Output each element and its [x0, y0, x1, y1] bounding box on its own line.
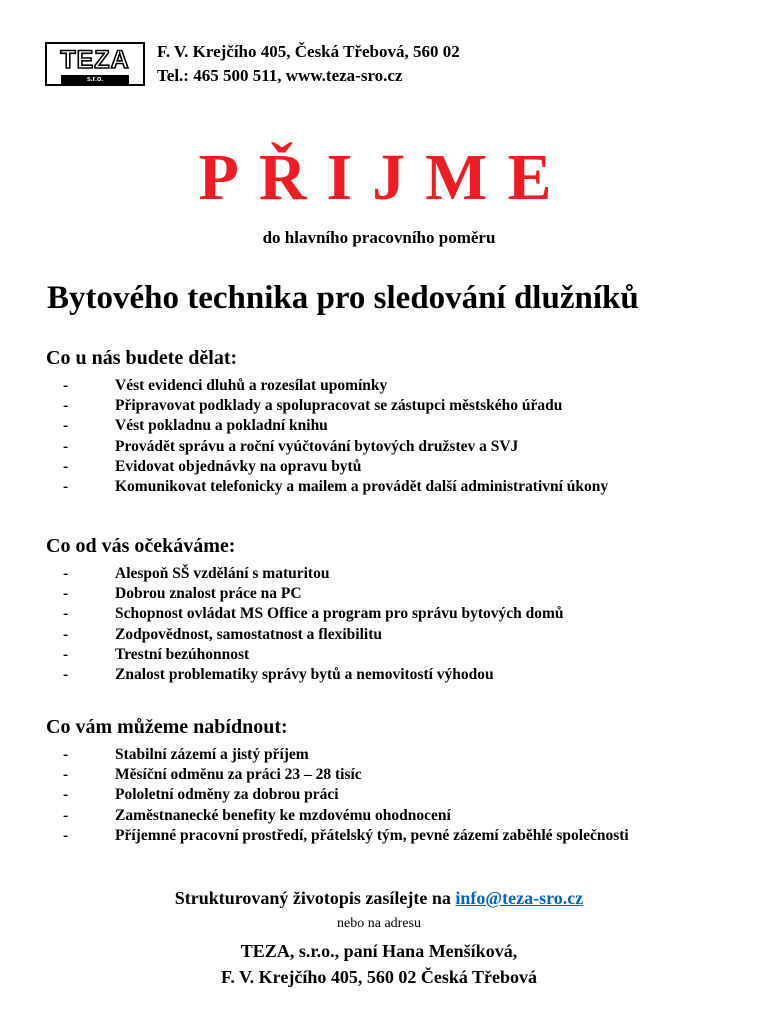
list-item	[46, 604, 564, 624]
cv-text: Strukturovaný životopis zasílejte na	[174, 888, 451, 908]
logo-subtext: s.r.o.	[61, 75, 129, 84]
company-contact	[157, 40, 460, 88]
position-title: Bytového technika pro sledování dlužníků	[47, 280, 639, 316]
list-item-text: Stabilní zázemí a jistý příjem	[115, 746, 309, 763]
list-item-text: Příjemné pracovní prostředí, přátelský tým, pevné zázemí zaběhlé společnosti	[115, 826, 629, 844]
list-item	[46, 437, 608, 457]
company-contact-person: TEZA, s.r.o., paní Hana Menšíková,	[240, 941, 518, 961]
section-duties	[46, 346, 608, 497]
list-item-text: Provádět správu a roční vyúčtování bytových družstev a SVJ	[115, 437, 519, 455]
or-address-text: nebo na adresu	[337, 916, 421, 931]
bullet-dash: -	[63, 786, 69, 804]
list-item	[46, 785, 629, 805]
footer	[0, 886, 758, 990]
duties-list	[46, 376, 608, 497]
bullet-dash: -	[63, 666, 69, 684]
list-item	[46, 665, 564, 685]
list-item	[46, 396, 608, 416]
requirements-list	[46, 564, 564, 685]
list-item-text: Dobrou znalost práce na PC	[115, 585, 302, 603]
list-item	[46, 457, 608, 477]
list-item-text: Alespoň SŠ vzdělání s maturitou	[115, 565, 330, 582]
bullet-dash: -	[63, 397, 69, 415]
company-address: F. V. Krejčího 405, Česká Třebová, 560 02	[157, 42, 460, 61]
bullet-dash: -	[63, 766, 69, 784]
headline: PŘIJME	[198, 141, 572, 214]
list-item-text: Znalost problematiky správy bytů a nemovitostí výhodou	[115, 666, 494, 684]
list-item	[46, 745, 629, 765]
list-item-text: Vést evidenci dluhů a rozesílat upomínky	[115, 377, 388, 394]
list-item-text: Schopnost ovládat MS Office a program pro správu bytových domů	[115, 605, 564, 623]
offer-list	[46, 745, 629, 846]
bullet-dash: -	[63, 417, 69, 435]
list-item	[46, 584, 564, 604]
list-item	[46, 564, 564, 584]
bullet-dash: -	[63, 478, 69, 496]
bullet-dash: -	[63, 457, 69, 475]
bullet-dash: -	[63, 625, 69, 643]
list-item	[46, 826, 629, 846]
list-item	[46, 806, 629, 826]
teza-logo	[45, 42, 145, 86]
section-requirements	[46, 534, 564, 685]
email-link[interactable]: info@teza-sro.cz	[455, 888, 584, 908]
list-item-text: Pololetní odměny za dobrou práci	[115, 786, 339, 804]
list-item-text: Zaměstnanecké benefity ke mzdovému ohodnocení	[115, 806, 451, 824]
list-item	[46, 477, 608, 497]
cv-instruction	[0, 886, 758, 910]
company-phone-web: Tel.: 465 500 511, www.teza-sro.cz	[157, 66, 403, 85]
list-item-text: Komunikovat telefonicky a mailem a provádět další administrativní úkony	[115, 478, 609, 496]
list-item	[46, 416, 608, 436]
logo-text: TEZA	[60, 46, 130, 74]
subheadline: do hlavního pracovního poměru	[262, 228, 496, 247]
list-item-text: Zodpovědnost, samostatnost a flexibilitu	[115, 625, 382, 643]
section-title: Co u nás budete dělat:	[46, 347, 238, 369]
list-item	[46, 645, 564, 665]
list-item	[46, 765, 629, 785]
list-item	[46, 376, 608, 396]
list-item-text: Evidovat objednávky na opravu bytů	[115, 457, 362, 475]
list-item-text: Měsíční odměnu za práci 23 – 28 tisíc	[115, 766, 362, 784]
section-title: Co od vás očekáváme:	[46, 535, 236, 557]
company-postal-address: F. V. Krejčího 405, 560 02 Česká Třebová	[220, 967, 538, 987]
bullet-dash: -	[63, 645, 69, 663]
bullet-dash: -	[63, 806, 69, 824]
bullet-dash: -	[63, 565, 69, 582]
bullet-dash: -	[63, 826, 69, 844]
bullet-dash: -	[63, 746, 69, 763]
list-item	[46, 625, 564, 645]
list-item-text: Vést pokladnu a pokladní knihu	[115, 417, 328, 435]
bullet-dash: -	[63, 377, 69, 394]
list-item-text: Trestní bezúhonnost	[115, 645, 250, 663]
bullet-dash: -	[63, 605, 69, 623]
bullet-dash: -	[63, 585, 69, 603]
section-offer	[46, 715, 629, 846]
bullet-dash: -	[63, 437, 69, 455]
section-title: Co vám můžeme nabídnout:	[46, 716, 288, 738]
list-item-text: Připravovat podklady a spolupracovat se zástupci městského úřadu	[115, 397, 563, 415]
